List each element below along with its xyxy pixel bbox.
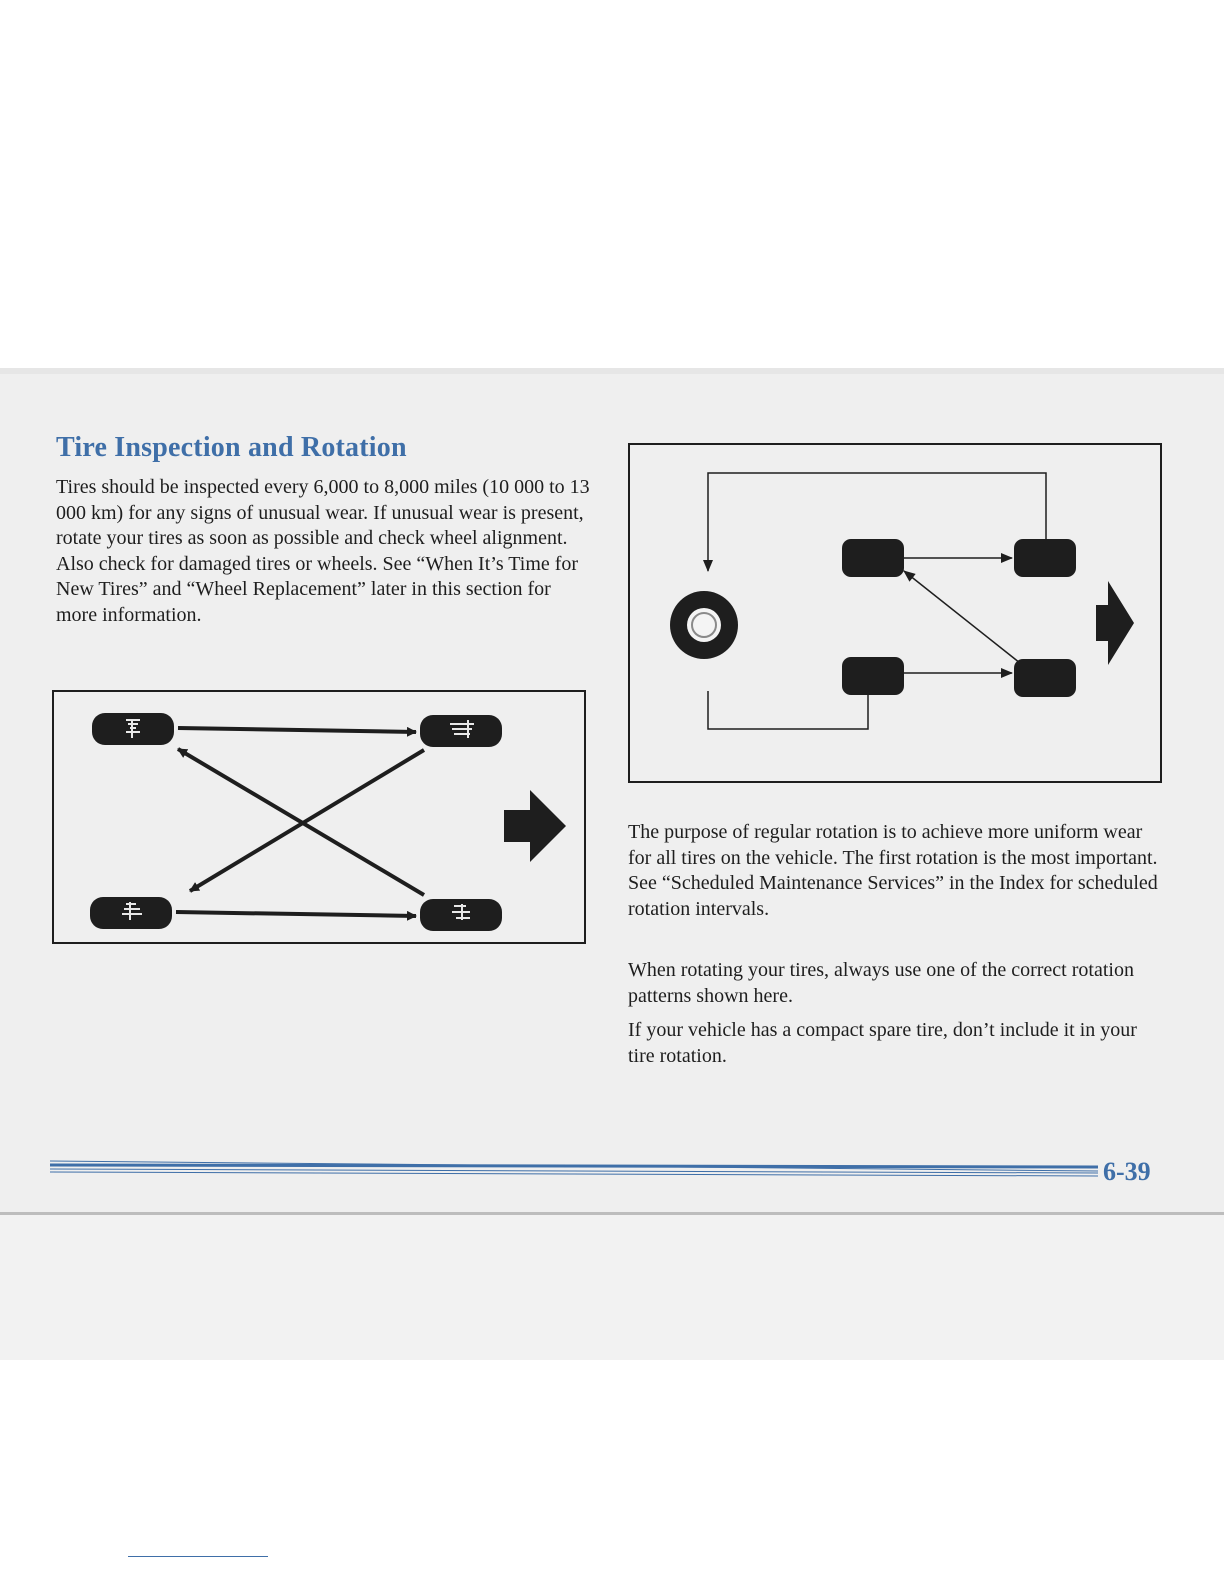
tire-front-right-icon <box>1014 539 1076 577</box>
footer-rule <box>50 1158 1100 1178</box>
tire-front-left-icon <box>842 539 904 577</box>
right-arrow-icon <box>1096 581 1134 665</box>
five-tire-rotation-svg <box>628 443 1162 783</box>
spare-tire-icon <box>670 591 738 659</box>
arrow-front-left-to-front-right <box>178 728 416 732</box>
section-title: Tire Inspection and Rotation <box>56 432 407 463</box>
page-number: 6-39 <box>1103 1157 1151 1186</box>
tire-rear-right-icon <box>420 899 502 931</box>
tire-rear-left-icon <box>842 657 904 695</box>
arrow-rear-right-to-front-left <box>904 571 1020 663</box>
four-tire-rotation-diagram <box>52 690 586 944</box>
tire-rear-right-icon <box>1014 659 1076 697</box>
purpose-paragraph: The purpose of regular rotation is to achieve more uniform wear for all tires on the vehicle. The first rotation is the most important. See “Scheduled Maintenance Services” in the Index for scheduled rotation intervals. <box>628 821 1158 920</box>
inspection-paragraph: Tires should be inspected every 6,000 to 8,000 miles (10 000 to 13 000 km) for any signs of unusual wear. If unusual wear is present, rotate your tires as soon as possible and check wheel alignment. Also check for damaged tires or wheels. See “When It’s Time for New Tires” and “Wheel Replacement” later in this section for more information. <box>56 476 590 626</box>
spare-paragraph: If your vehicle has a compact spare tire, don’t include it in your tire rotation. <box>628 1019 1137 1067</box>
patterns-paragraph: When rotating your tires, always use one of the correct rotation patterns shown here. <box>628 959 1134 1007</box>
page-top-shade <box>0 368 1224 374</box>
tire-front-left-icon <box>92 713 174 745</box>
footer-link-line <box>128 1556 268 1557</box>
arrow-rear-left-to-rear-right <box>176 912 416 916</box>
right-arrow-icon <box>504 790 566 862</box>
tire-front-right-icon <box>420 715 502 747</box>
tire-rear-left-icon <box>90 897 172 929</box>
arrow-front-right-to-rear-left <box>190 750 424 891</box>
five-tire-rotation-diagram <box>628 443 1162 783</box>
four-tire-rotation-svg <box>52 690 586 944</box>
page-lower-area <box>0 1215 1224 1360</box>
